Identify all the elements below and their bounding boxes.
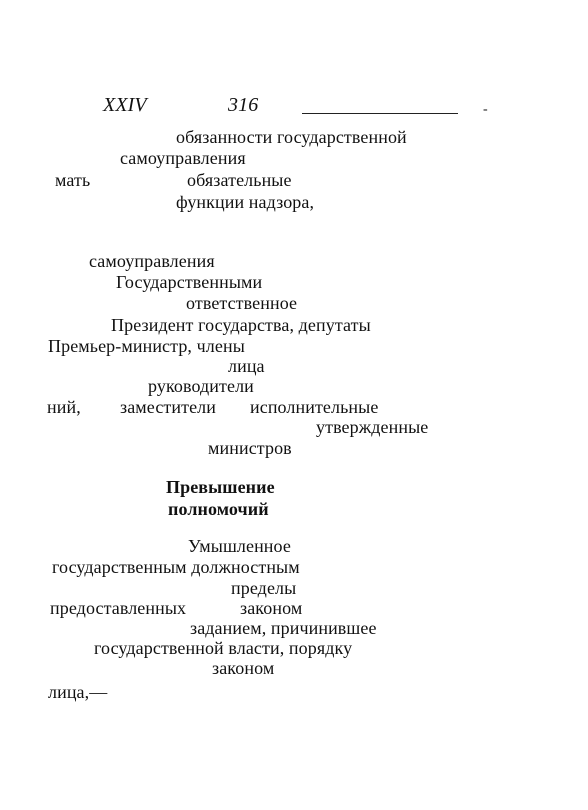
text-line: мать [55,170,91,190]
section-heading: Превышение [166,477,275,497]
text-line: предоставленных [50,598,187,618]
text-line: законом [212,658,275,678]
text-line: ний, [47,397,81,417]
text-line: Премьер-министр, члены [48,336,245,356]
text-line: заданием, причинившее [190,618,377,638]
chapter-number: XXIV [103,94,147,116]
text-line: Государственными [116,272,263,292]
text-line: Умышленное [188,536,291,556]
text-line: руководители [148,376,254,396]
text-line: обязательные [187,170,292,190]
text-line: лица [228,356,265,376]
text-line: обязанности государственной [176,127,407,147]
text-line: Президент государства, депутаты [111,315,371,335]
page-number: 316 [228,94,259,116]
text-line: исполнительные [250,397,379,417]
text-line: лица,— [48,682,108,702]
text-line: пределы [231,578,297,598]
text-line: ответственное [186,293,298,313]
header-mark: - [483,102,488,117]
text-line: государственной власти, порядку [94,638,353,658]
text-line: утвержденные [316,417,429,437]
text-line: министров [208,438,292,458]
text-line: функции надзора, [176,192,315,212]
text-line: законом [240,598,303,618]
text-line: самоуправления [89,251,215,271]
text-line: самоуправления [120,148,246,168]
text-line: государственным должностным [52,557,300,577]
text-line: заместители [120,397,216,417]
header-rule [302,113,458,114]
section-heading: полномочий [168,499,269,519]
